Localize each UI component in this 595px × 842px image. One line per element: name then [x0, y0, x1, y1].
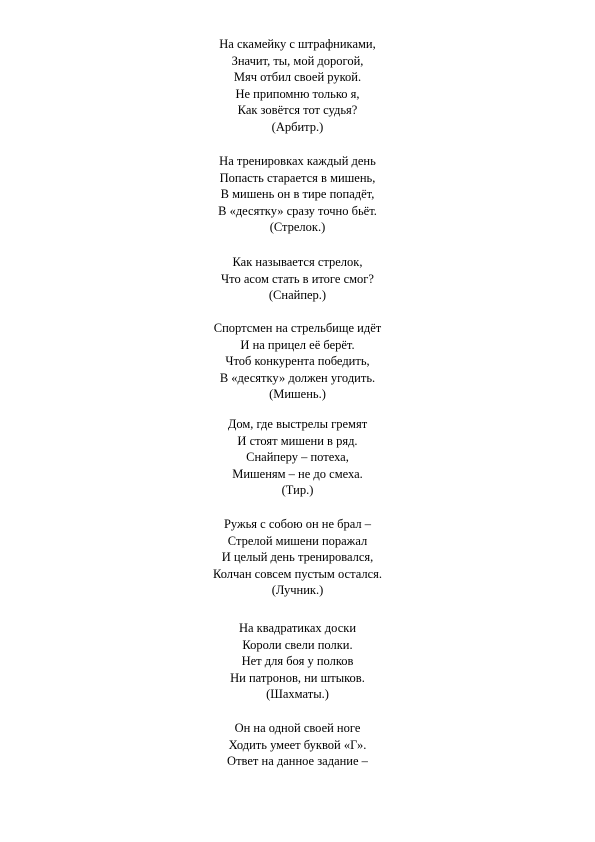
riddle-line: Как называется стрелок, — [232, 255, 363, 269]
riddle-line: Мяч отбил своей рукой. — [233, 70, 362, 85]
riddle-line: Нет для боя у полков — [241, 654, 354, 669]
riddle-line: Что асом стать в итоге смог? — [221, 271, 374, 286]
riddle-line: Значит, ты, мой дорогой, — [231, 53, 364, 68]
riddle-answer: (Мишень.) — [269, 387, 326, 402]
riddle-answer: (Арбитр.) — [271, 119, 324, 134]
riddle-line: Ни патронов, ни штыков. — [230, 670, 365, 685]
riddle-shooting-range — [0, 416, 595, 499]
riddle-line: В мишень он в тире попадёт, — [220, 187, 375, 202]
riddle-line: Мишеням – не до смеха. — [232, 466, 363, 481]
riddle-shooter — [0, 153, 595, 236]
riddle-answer: (Снайпер.) — [268, 288, 327, 303]
riddle-line: Ружья с собою он не брал – — [223, 517, 372, 531]
riddle-line: Дом, где выстрелы гремят — [227, 417, 368, 431]
riddle-line: Попасть старается в мишень, — [219, 170, 376, 185]
riddle-line: Как зовётся тот судья? — [237, 103, 358, 118]
riddle-line: Короли свели полки. — [242, 637, 353, 652]
riddle-target — [0, 320, 595, 403]
riddle-knight — [0, 720, 595, 770]
riddle-answer: (Стрелок.) — [269, 220, 326, 235]
riddle-answer: (Шахматы.) — [266, 687, 329, 702]
riddle-line: Спортсмен на стрельбище идёт — [213, 321, 382, 335]
riddle-line: Колчан совсем пустым остался. — [212, 566, 383, 581]
riddle-line: Стрелой мишени поражал — [227, 533, 368, 548]
riddle-line: Ответ на данное задание – — [227, 754, 368, 769]
riddle-line: В «десятку» должен угодить. — [219, 370, 376, 385]
riddle-archer — [0, 516, 595, 599]
riddle-line: И стоят мишени в ряд. — [237, 433, 358, 448]
riddle-line: И целый день тренировался, — [221, 550, 374, 565]
riddle-chess — [0, 620, 595, 703]
riddle-line: Чтоб конкурента победить, — [225, 354, 370, 369]
riddle-line: Ходить умеет буквой «Г». — [228, 737, 367, 752]
riddle-answer: (Тир.) — [281, 483, 314, 498]
riddle-line: Не припомню только я, — [235, 86, 360, 101]
riddle-line: Снайперу – потеха, — [246, 450, 349, 465]
riddle-line: Он на одной своей ноге — [234, 721, 361, 735]
riddle-line: На тренировках каждый день — [219, 154, 376, 168]
riddle-line: И на прицел её берёт. — [240, 337, 355, 352]
riddle-line: На квадратиках доски — [238, 621, 357, 635]
riddle-sniper — [0, 254, 595, 304]
riddle-arbiter — [0, 36, 595, 136]
riddle-line: На скамейку с штрафниками, — [219, 37, 376, 51]
riddle-answer: (Лучник.) — [271, 583, 324, 598]
riddle-line: В «десятку» сразу точно бьёт. — [218, 203, 377, 218]
